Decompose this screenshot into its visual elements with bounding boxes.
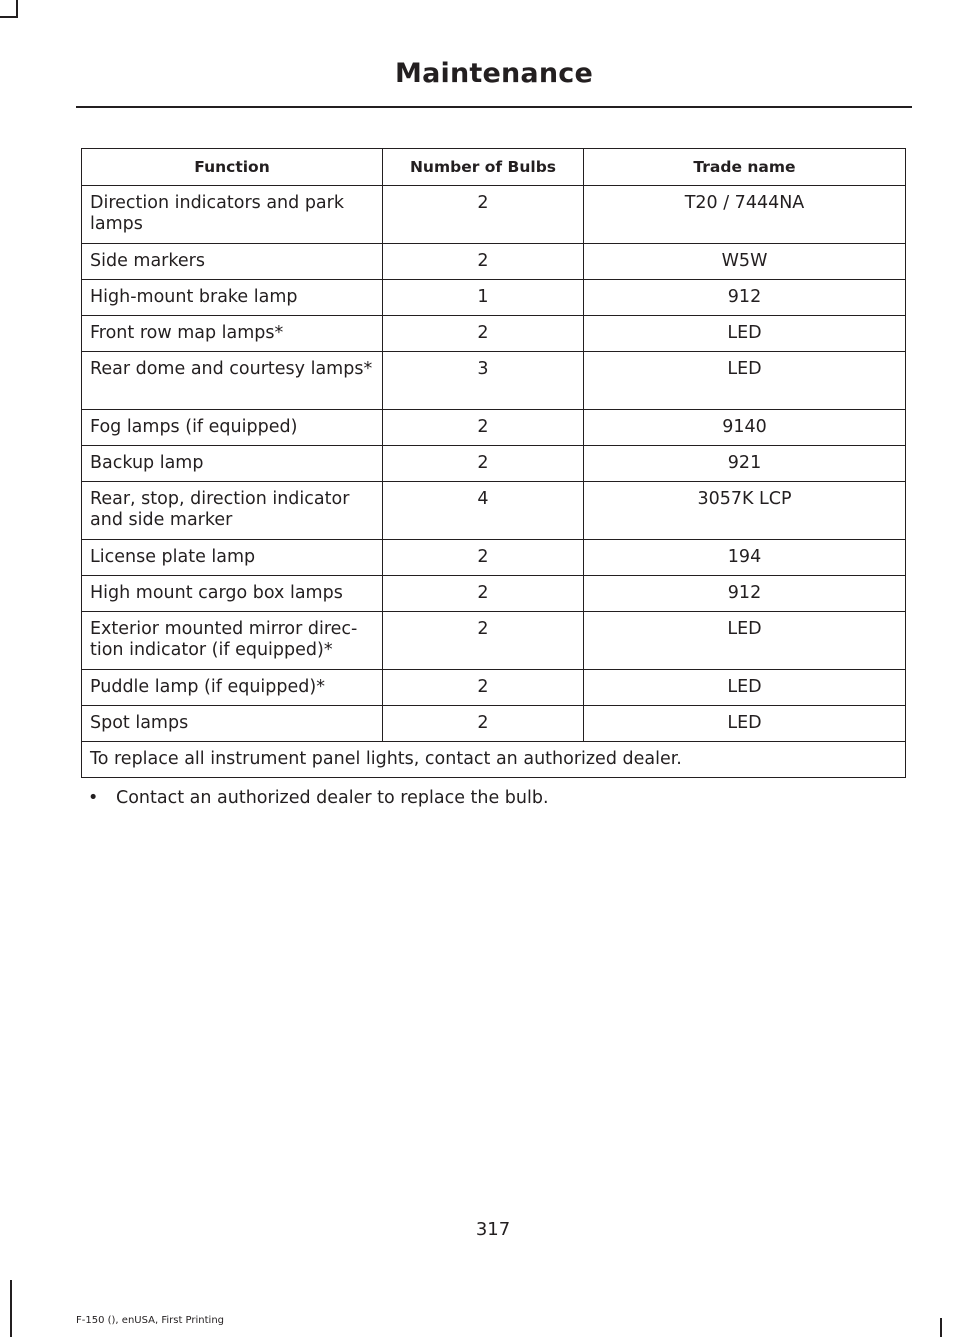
- function-cell: Rear dome and courtesy lamps*: [82, 352, 383, 410]
- bulb-count-cell: 4: [383, 482, 584, 540]
- bulb-count-cell: 1: [383, 280, 584, 316]
- bullet-text: Contact an authorized dealer to replace the bulb.: [116, 788, 549, 808]
- bulb-count-cell: 3: [383, 352, 584, 410]
- trade-name-cell: 194: [584, 540, 906, 576]
- column-header-number-of-bulbs: Number of Bulbs: [383, 149, 584, 186]
- bullet-marker: •: [88, 788, 99, 808]
- table-header-row: [82, 149, 906, 186]
- bulb-count-cell: 2: [383, 446, 584, 482]
- function-cell: Fog lamps (if equipped): [82, 410, 383, 446]
- table-row: [82, 316, 906, 352]
- trade-name-cell: LED: [584, 352, 906, 410]
- trade-name-cell: 9140: [584, 410, 906, 446]
- table-row: [82, 540, 906, 576]
- bulb-count-cell: 2: [383, 316, 584, 352]
- trade-name-cell: LED: [584, 316, 906, 352]
- trade-name-cell: 912: [584, 576, 906, 612]
- crop-mark: [0, 16, 18, 18]
- function-cell: License plate lamp: [82, 540, 383, 576]
- bulb-count-cell: 2: [383, 612, 584, 670]
- bulb-count-cell: 2: [383, 576, 584, 612]
- bulb-count-cell: 2: [383, 670, 584, 706]
- function-cell: Direction indicators and park lamps: [82, 186, 383, 244]
- bulb-specification-table: [81, 148, 906, 778]
- trade-name-cell: LED: [584, 612, 906, 670]
- function-cell: Backup lamp: [82, 446, 383, 482]
- bullet-item: [88, 787, 549, 809]
- trade-name-cell: LED: [584, 706, 906, 742]
- trade-name-cell: 912: [584, 280, 906, 316]
- table-row: [82, 446, 906, 482]
- page-title: Maintenance: [395, 58, 593, 89]
- table-row: [82, 244, 906, 280]
- trade-name-cell: T20 / 7444NA: [584, 186, 906, 244]
- bulb-count-cell: 2: [383, 186, 584, 244]
- footer-edition-text: F-150 (), enUSA, First Printing: [76, 1315, 225, 1326]
- function-cell: Front row map lamps*: [82, 316, 383, 352]
- trade-name-cell: 3057K LCP: [584, 482, 906, 540]
- trade-name-cell: 921: [584, 446, 906, 482]
- table-note-row: [82, 742, 906, 778]
- trade-name-cell: LED: [584, 670, 906, 706]
- crop-mark: [940, 1318, 942, 1337]
- table-row: [82, 576, 906, 612]
- table-row: [82, 670, 906, 706]
- column-header-function: Function: [82, 149, 383, 186]
- table-row: [82, 482, 906, 540]
- function-cell: High mount cargo box lamps: [82, 576, 383, 612]
- function-cell: Exterior mounted mirror direc-tion indicator (if equipped)*: [82, 612, 383, 670]
- crop-mark: [10, 1280, 12, 1337]
- bulb-count-cell: 2: [383, 540, 584, 576]
- table-row: [82, 186, 906, 244]
- function-cell: High-mount brake lamp: [82, 280, 383, 316]
- function-cell: Spot lamps: [82, 706, 383, 742]
- table-row: [82, 352, 906, 410]
- bulb-count-cell: 2: [383, 706, 584, 742]
- function-cell: Side markers: [82, 244, 383, 280]
- bulb-count-cell: 2: [383, 410, 584, 446]
- function-cell: Rear, stop, direction indicator and side marker: [82, 482, 383, 540]
- column-header-trade-name: Trade name: [584, 149, 906, 186]
- bulb-count-cell: 2: [383, 244, 584, 280]
- trade-name-cell: W5W: [584, 244, 906, 280]
- table-note: To replace all instrument panel lights, contact an authorized dealer.: [82, 742, 906, 778]
- function-cell: Puddle lamp (if equipped)*: [82, 670, 383, 706]
- table-row: [82, 280, 906, 316]
- table-row: [82, 410, 906, 446]
- table-row: [82, 706, 906, 742]
- page-number: 317: [475, 1219, 511, 1240]
- title-divider: [76, 106, 912, 108]
- table-row: [82, 612, 906, 670]
